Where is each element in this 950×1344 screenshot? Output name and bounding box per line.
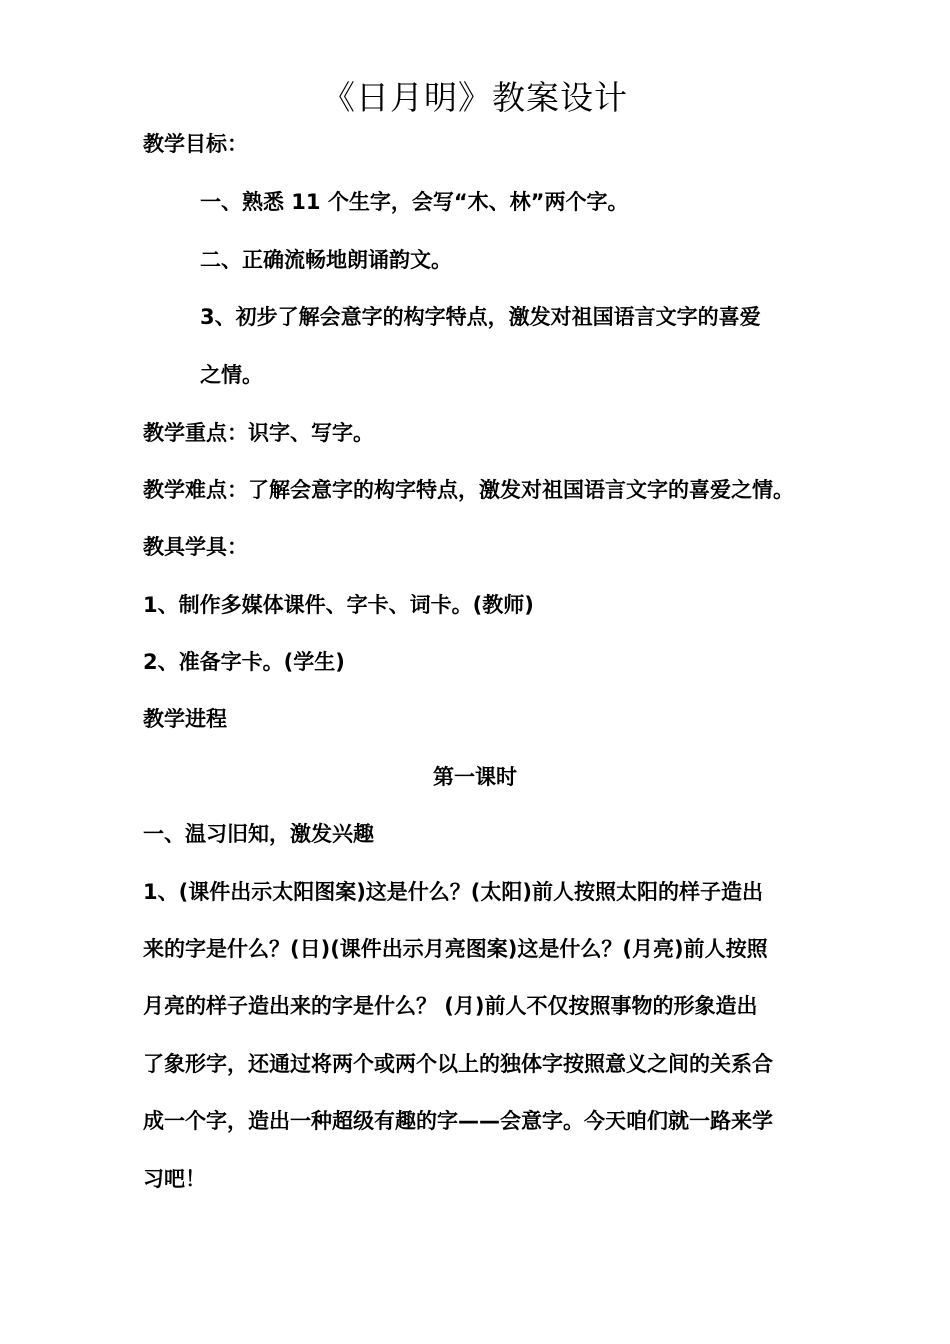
- lesson-period-heading: 第一课时: [433, 765, 517, 789]
- body-paragraph-line-6: 习吧！: [143, 1167, 206, 1191]
- goal-item-3-continued: 之情。: [200, 363, 263, 387]
- heading-teaching-goals: 教学目标：: [143, 132, 248, 156]
- heading-teaching-process: 教学进程: [143, 707, 227, 731]
- teaching-difficulties: 教学难点：了解会意字的构字特点，激发对祖国语言文字的喜爱之情。: [143, 478, 794, 502]
- body-paragraph-line-3: 月亮的样子造出来的字是什么？ (月)前人不仅按照事物的形象造出: [143, 994, 758, 1018]
- aid-item-2: 2、准备字卡。(学生): [143, 650, 345, 674]
- document-title: 《日月明》教案设计: [322, 78, 628, 117]
- body-paragraph-line-2: 来的字是什么？(日)(课件出示月亮图案)这是什么？(月亮)前人按照: [143, 937, 768, 961]
- body-paragraph-line-5: 成一个字，造出一种超级有趣的字——会意字。今天咱们就一路来学: [143, 1109, 773, 1133]
- aid-item-1: 1、制作多媒体课件、字卡、词卡。(教师): [143, 593, 534, 617]
- goal-item-3: 3、初步了解会意字的构字特点，激发对祖国语言文字的喜爱: [200, 305, 761, 329]
- body-paragraph-line-1: 1、(课件出示太阳图案)这是什么？(太阳)前人按照太阳的样子造出: [143, 880, 763, 904]
- goal-item-2: 二、正确流畅地朗诵韵文。: [200, 248, 452, 272]
- goal-item-1: 一、熟悉 11 个生字，会写“木、林”两个字。: [200, 190, 629, 214]
- heading-teaching-aids: 教具学具：: [143, 535, 248, 559]
- body-paragraph-line-4: 了象形字，还通过将两个或两个以上的独体字按照意义之间的关系合: [143, 1052, 773, 1076]
- section-heading-review: 一、温习旧知，激发兴趣: [143, 822, 374, 846]
- teaching-key-points: 教学重点：识字、写字。: [143, 421, 374, 445]
